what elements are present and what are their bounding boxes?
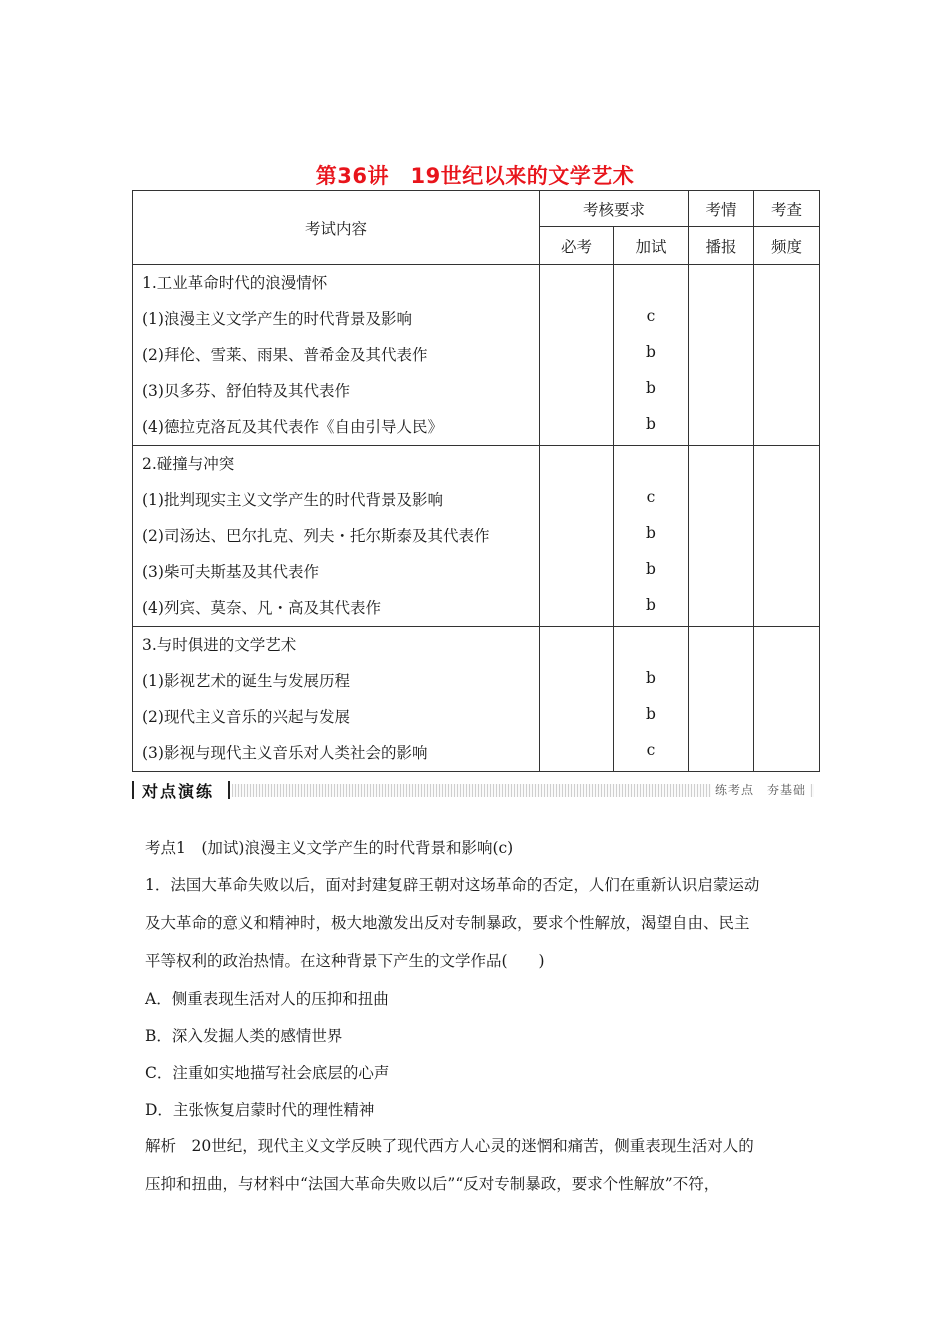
list-item: (1)影视艺术的诞生与发展历程 <box>142 672 350 690</box>
required-cell <box>540 627 614 772</box>
list-item: (1)批判现实主义文学产生的时代背景及影响 <box>142 491 443 509</box>
info-cell <box>689 265 754 446</box>
header-freq-2: 频度 <box>754 227 820 265</box>
question-stem-line-1: 1．法国大革命失败以后，面对封建复辟王朝对这场革命的否定，人们在重新认识启蒙运动 <box>145 876 760 894</box>
question-stem-line-2: 及大革命的意义和精神时，极大地激发出反对专制暴政，要求个性解放，渴望自由、民主 <box>145 914 750 932</box>
extra-cell <box>614 265 689 446</box>
section-2-content <box>133 446 540 627</box>
list-item: (2)司汤达、巴尔扎克、列夫・托尔斯泰及其代表作 <box>142 527 490 545</box>
level-mark: b <box>646 596 656 614</box>
banner-subtitle: 练考点 夯基础 <box>711 781 810 798</box>
list-item: (2)拜伦、雪莱、雨果、普希金及其代表作 <box>142 346 428 364</box>
section-heading: 1.工业革命时代的浪漫情怀 <box>142 274 328 292</box>
section-heading: 3.与时俱进的文学艺术 <box>142 636 297 654</box>
practice-banner <box>132 779 814 801</box>
header-info-1: 考情 <box>689 191 754 227</box>
option-c: C．注重如实地描写社会底层的心声 <box>145 1064 390 1082</box>
list-item: (1)浪漫主义文学产生的时代背景及影响 <box>142 310 412 328</box>
page-title: 第36讲 19世纪以来的文学艺术 <box>315 164 635 188</box>
section-heading: 2.碰撞与冲突 <box>142 455 235 473</box>
exam-point: 考点1 (加试)浪漫主义文学产生的时代背景和影响(c) <box>145 839 514 857</box>
level-mark: b <box>646 379 656 397</box>
header-requirement: 考核要求 <box>540 191 689 227</box>
header-freq-1: 考查 <box>754 191 820 227</box>
level-mark: b <box>646 415 656 433</box>
list-item: (3)柴可夫斯基及其代表作 <box>142 563 319 581</box>
extra-cell <box>614 446 689 627</box>
analysis-line-2: 压抑和扭曲，与材料中“法国大革命失败以后”“反对专制暴政，要求个性解放”不符， <box>145 1175 720 1193</box>
section-3-content <box>133 627 540 772</box>
section-1-content <box>133 265 540 446</box>
freq-cell <box>754 446 820 627</box>
table-row <box>133 265 820 446</box>
header-content: 考试内容 <box>133 191 540 265</box>
level-mark: b <box>646 560 656 578</box>
freq-cell <box>754 265 820 446</box>
level-mark: c <box>646 741 656 759</box>
required-cell <box>540 446 614 627</box>
banner-bar-right <box>228 781 230 799</box>
analysis-line-1: 解析 20世纪，现代主义文学反映了现代西方人心灵的迷惘和痛苦，侧重表现生活对人的 <box>145 1137 754 1155</box>
option-a: A．侧重表现生活对人的压抑和扭曲 <box>145 990 389 1008</box>
level-mark: b <box>646 524 656 542</box>
extra-cell <box>614 627 689 772</box>
info-cell <box>689 627 754 772</box>
list-item: (4)列宾、莫奈、凡・高及其代表作 <box>142 599 381 617</box>
level-mark: c <box>646 488 656 506</box>
header-info-2: 播报 <box>689 227 754 265</box>
level-mark: c <box>646 307 656 325</box>
required-cell <box>540 265 614 446</box>
banner-bar-left <box>132 781 134 799</box>
option-d: D．主张恢复启蒙时代的理性精神 <box>145 1101 375 1119</box>
list-item: (3)贝多芬、舒伯特及其代表作 <box>142 382 350 400</box>
list-item: (4)德拉克洛瓦及其代表作《自由引导人民》 <box>142 418 443 436</box>
header-required: 必考 <box>540 227 614 265</box>
table-row <box>133 446 820 627</box>
freq-cell <box>754 627 820 772</box>
question-stem-line-3: 平等权利的政治热情。在这种背景下产生的文学作品( ) <box>145 952 545 970</box>
list-item: (2)现代主义音乐的兴起与发展 <box>142 708 350 726</box>
banner-label: 对点演练 <box>142 782 215 801</box>
table-row <box>133 627 820 772</box>
level-mark: b <box>646 705 656 723</box>
level-mark: b <box>646 669 656 687</box>
list-item: (3)影视与现代主义音乐对人类社会的影响 <box>142 744 428 762</box>
header-extra: 加试 <box>614 227 689 265</box>
option-b: B．深入发掘人类的感情世界 <box>145 1027 343 1045</box>
info-cell <box>689 446 754 627</box>
exam-requirements-table <box>132 190 820 772</box>
level-mark: b <box>646 343 656 361</box>
